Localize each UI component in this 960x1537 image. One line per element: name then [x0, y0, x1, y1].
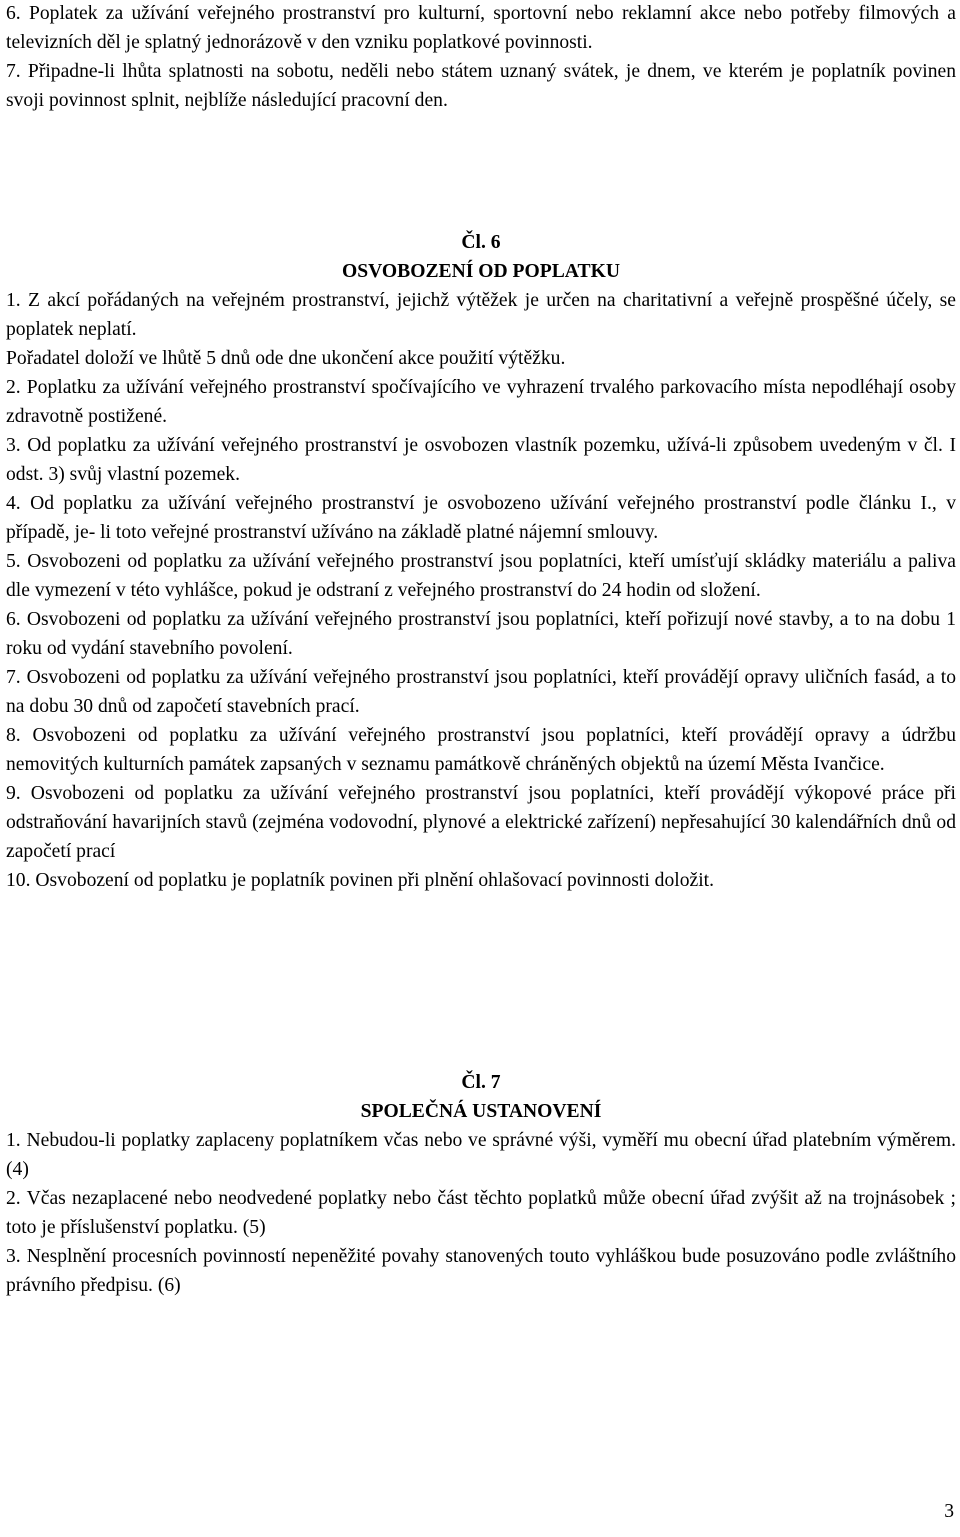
item-text: Osvobozeni od poplatku za užívání veřejného prostranství jsou poplatníci, kteří pořizují nové stavby, a to na dobu 1 roku od vydání stavebního povolení. [6, 609, 956, 659]
item-number: 9. [6, 783, 21, 804]
list-item [6, 1126, 956, 1184]
list-item [6, 431, 956, 489]
list-item [6, 1184, 956, 1242]
paragraph-number: 6. [6, 3, 21, 24]
item-text: Osvobozeni od poplatku za užívání veřejného prostranství jsou poplatníci, kteří provádějí opravy a údržbu nemovitých kulturních památek zapsaných v seznamu památkově chráněných objektů na území Města Ivančice. [6, 725, 956, 775]
paragraph-6 [6, 0, 956, 57]
item-text: Od poplatku za užívání veřejného prostranství je osvobozeno užívání veřejného prostranství podle článku I., v případě, je- li toto veřejné prostranství užíváno na základě platné nájemní smlouvy. [6, 493, 956, 543]
paragraph-number: 7. [6, 61, 21, 82]
list-item [6, 344, 956, 373]
page-number: 3 [944, 1501, 954, 1522]
paragraph-7 [6, 57, 956, 115]
item-text: Osvobození od poplatku je poplatník povinen při plnění ohlašovací povinnosti doložit. [30, 870, 715, 891]
article-title: SPOLEČNÁ USTANOVENÍ [360, 1101, 602, 1122]
item-text: Osvobozeni od poplatku za užívání veřejného prostranství jsou poplatníci, kteří umísťují skládky materiálu a paliva dle vymezení v této vyhlášce, pokud je odstraní z veřejného prostranství do 24 hodin od složení. [6, 551, 956, 601]
item-text: Pořadatel doloží ve lhůtě 5 dnů ode dne ukončení akce použití výtěžku. [6, 348, 566, 369]
item-text: Z akcí pořádaných na veřejném prostranství, jejichž výtěžek je určen na charitativní a veřejně prospěšné účely, se poplatek neplatí. [6, 290, 956, 340]
item-number: 4. [6, 493, 21, 514]
item-text: Nebudou-li poplatky zaplaceny poplatníkem včas nebo ve správné výši, vyměří mu obecní úřad platebním výměrem. (4) [6, 1130, 956, 1180]
list-item [6, 373, 956, 431]
item-text: Osvobozeni od poplatku za užívání veřejného prostranství jsou poplatníci, kteří provádějí opravy uličních fasád, a to na dobu 30 dnů od započetí stavebních prací. [6, 667, 956, 717]
item-text: Poplatku za užívání veřejného prostranství spočívajícího ve vyhrazení trvalého parkovacího místa nepodléhají osoby zdravotně postižené. [6, 377, 956, 427]
article-title: OSVOBOZENÍ OD POPLATKU [342, 261, 620, 282]
item-number: 3. [6, 1246, 21, 1267]
list-item [6, 779, 956, 866]
article-number: Čl. 6 [461, 232, 501, 253]
item-number: 1. [6, 1130, 21, 1151]
list-item [6, 489, 956, 547]
list-item [6, 547, 956, 605]
item-number: 8. [6, 725, 21, 746]
item-text: Včas nezaplacené nebo neodvedené poplatky nebo část těchto poplatků může obecní úřad zvýšit až na trojnásobek ; toto je příslušenství poplatku. (5) [6, 1188, 956, 1238]
item-number: 3. [6, 435, 21, 456]
item-number: 7. [6, 667, 21, 688]
continuation-section [6, 0, 956, 115]
article-number: Čl. 7 [461, 1072, 501, 1093]
item-text: Nesplnění procesních povinností nepeněžité povahy stanovených touto vyhláškou bude posuzováno podle zvláštního právního předpisu. (6) [6, 1246, 956, 1296]
item-number: 1. [6, 290, 21, 311]
article-6 [6, 228, 956, 895]
list-item [6, 286, 956, 344]
paragraph-text: Připadne-li lhůta splatnosti na sobotu, neděli nebo státem uznaný svátek, je dnem, ve kterém je poplatník povinen svoji povinnost splnit, nejblíže následující pracovní den. [6, 61, 956, 111]
item-number: 10. [6, 870, 31, 891]
item-number: 5. [6, 551, 21, 572]
paragraph-text: Poplatek za užívání veřejného prostranství pro kulturní, sportovní nebo reklamní akce nebo potřeby filmových a televizních děl je splatný jednorázově v den vzniku poplatkové povinnosti. [6, 3, 956, 53]
list-item [6, 1242, 956, 1300]
item-number: 2. [6, 1188, 21, 1209]
list-item [6, 663, 956, 721]
article-7 [6, 1068, 956, 1300]
item-text: Osvobozeni od poplatku za užívání veřejného prostranství jsou poplatníci, kteří provádějí výkopové práce při odstraňování havarijních stavů (zejména vodovodní, plynové a elektrické zařízení) nepřesahující 30 kalendářních dnů od započetí prací [6, 783, 956, 862]
list-item [6, 721, 956, 779]
list-item [6, 866, 956, 895]
list-item [6, 605, 956, 663]
item-text: Od poplatku za užívání veřejného prostranství je osvobozen vlastník pozemku, užívá-li způsobem uvedeným v čl. I odst. 3) svůj vlastní pozemek. [6, 435, 956, 485]
item-number: 6. [6, 609, 21, 630]
item-number: 2. [6, 377, 21, 398]
